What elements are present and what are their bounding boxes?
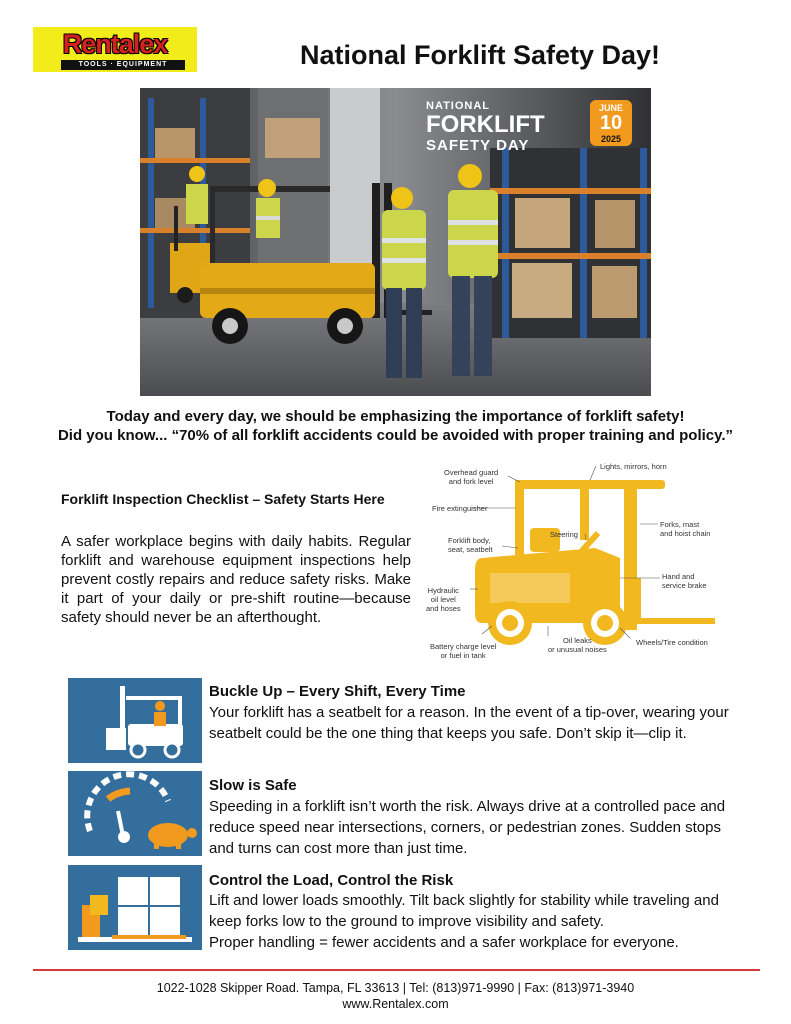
checklist-body: A safer workplace begins with daily habits. Regular forklift and warehouse equipment inspections help prevent costly repairs and reduce safety risks. Make it part of your daily or pre-shift routine—because safety should never be an afterthought. [61,533,411,626]
label-brake: Hand and service brake [662,572,707,590]
label-hydraulic: Hydraulic oil level and hoses [426,586,461,613]
label-overhead-guard: Overhead guard and fork level [444,468,499,486]
pallet-load-icon [68,865,202,950]
forklift-diagram-icon [420,458,770,663]
intro-line-2: Did you know... “70% of all forklift accidents could be avoided with proper training and policy.” [57,427,734,444]
footer-address: 1022-1028 Skipper Road. Tampa, FL 33613 | Tel: (813)971-9990 | Fax: (813)971-3940 [156,981,635,995]
tip-body-control-load-p1: Lift and lower loads smoothly. Tilt back slightly for stability while traveling and keep forks low to the ground to improve visibility and safety. [209,892,719,930]
intro-text [40,407,751,445]
event-badge-title [426,101,586,153]
label-forklift-body: Forklift body, seat, seatbelt [448,536,493,554]
tip-body-slow-is-safe: Speeding in a forklift isn’t worth the risk. Always drive at a controlled pace and reduce speed near intersections, corners, or pedestrian zones. Sudden stops and turns can cost more than just time. [209,798,726,857]
speedometer-turtle-icon [68,771,202,856]
checklist-heading: Forklift Inspection Checklist – Safety Starts Here [61,491,385,507]
label-lights: Lights, mirrors, horn [600,462,667,471]
page-title: National Forklift Safety Day! [299,40,661,70]
intro-line-1: Today and every day, we should be emphasizing the importance of forklift safety! [106,408,685,425]
badge-line-2: FORKLIFT [426,111,545,138]
logo-tagline: TOOLS · EQUIPMENT [61,60,185,70]
label-forks-mast: Forks, mast and hoist chain [660,520,711,538]
label-oil-leaks: Oil leaks or unusual noises [548,636,607,654]
badge-year: 2025 [600,134,622,144]
rentalex-logo [33,27,197,72]
tip-body-control-load-p2: Proper handling = fewer accidents and a safer workplace for everyone. [209,934,679,951]
badge-line-3: SAFETY DAY [426,137,530,154]
badge-line-1: NATIONAL [426,100,491,112]
seatbelt-forklift-icon [68,678,202,763]
footer-divider [33,969,760,971]
tip-body-buckle-up: Your forklift has a seatbelt for a reason. In the event of a tip-over, wearing your seatbelt could be the one thing that keeps you safe. Don’t skip it—clip it. [209,704,729,742]
logo-wordmark: Rentalex [62,29,168,59]
tip-title-buckle-up: Buckle Up – Every Shift, Every Time [209,683,466,700]
label-steering: Steering [550,530,578,539]
label-wheels: Wheels/Tire condition [636,638,708,647]
label-fire-extinguisher: Fire extinguisher [432,504,488,513]
tip-body-control-load [209,890,749,953]
label-battery: Battery charge level or fuel in tank [430,642,497,660]
tip-title-slow-is-safe: Slow is Safe [209,777,297,794]
tip-title-control-load: Control the Load, Control the Risk [209,872,454,889]
forklift-inspection-diagram [420,458,770,663]
footer-website-link[interactable]: www.Rentalex.com [342,997,449,1011]
event-date-badge [590,100,632,146]
badge-month: JUNE [598,103,623,113]
hero-photo [140,88,651,396]
badge-day: 10 [599,112,623,134]
